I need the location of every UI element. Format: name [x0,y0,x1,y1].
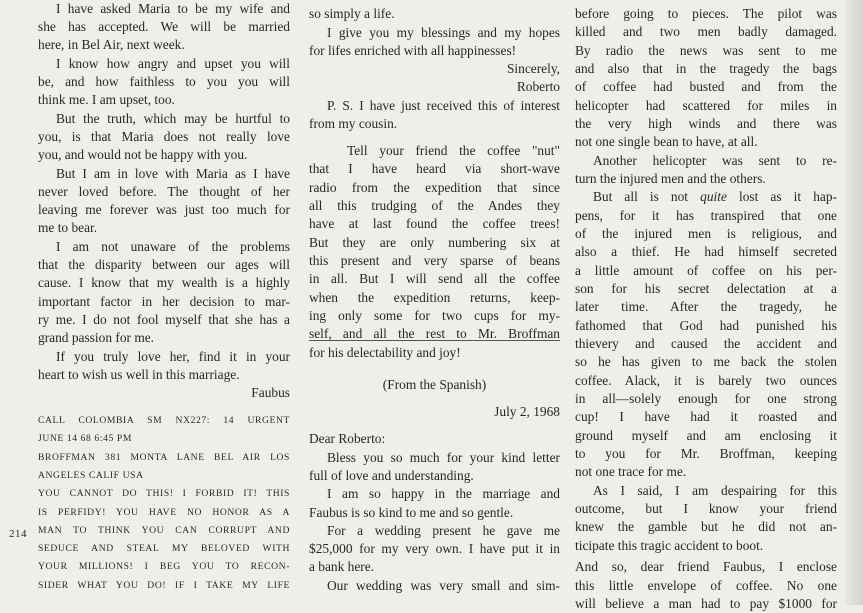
text-line: ticipate this tragic accident to boot. [575,538,764,553]
text-line: ANGELES CALIF USA [38,470,144,481]
text-line: self, and all the rest to Mr. Broffman [309,326,560,341]
text-line: for his delectability and joy! [309,345,461,360]
text-line: ry me. I do not fool myself that she has a [38,312,290,327]
text-line: that the disparity between our ages will [38,257,290,272]
text-line: a little amount of coffee on his per- [575,263,837,278]
text-line: I know how angry and upset you will [56,56,290,71]
text-line: helicopter had scattered for miles in [575,98,837,113]
text-line: thievery and caused the accident and [575,336,837,351]
text-line: have at last found the coffee trees! [309,216,560,231]
text-line: ground myself and am enclosing it [575,428,837,443]
text-line: (From the Spanish) [382,377,487,392]
text-line: If you truly love her, find it in your [56,349,290,364]
text-line: also a thief. He had himself secreted [575,244,837,259]
text-line: from my cousin. [309,116,398,131]
text-line: this little envelope of coffee. No one [575,578,837,593]
text-line: I have asked Maria to be my wife and [56,1,290,16]
text-line: to you for Mr. Broffman, keeping [575,446,837,461]
text-line: be, and how faithless to you you will [38,74,290,89]
text-line: ing only some for two cups for my- [309,308,560,323]
text-line: grand passion for me. [38,330,155,345]
text-line: Another helicopter was sent to re- [593,153,837,168]
text-line: important factor in her decision to mar- [38,294,290,309]
text-line: son for his secret delectation at a [575,281,837,296]
text-line: But all is not quite lost as it hap- [593,189,837,204]
page-edge-shadow [845,0,863,605]
text-line: the very high winds and there was [575,116,837,131]
text-line: before going to pieces. The pilot was [575,6,837,21]
text-line: coffee. Alack, it is barely two ounces [575,373,837,388]
text-line: But they are only numbering six at [309,235,560,250]
text-line: As I said, I am despairing for this [593,483,837,498]
text-line: I give you my blessings and my hopes [327,25,560,40]
text-line: this present and very sparse of beans [309,253,560,268]
text-line: that I have heard via short-wave [309,161,560,176]
text-line: $25,000 for my very own. I have put it in [309,541,560,556]
text-line: BROFFMAN 381 MONTA LANE BEL AIR LOS [38,452,290,463]
text-line: not one single bean to have, at all. [575,134,758,149]
section-divider [309,340,560,341]
text-line: not one trace for me. [575,464,687,479]
text-line: outcome, but I know your friend [575,501,837,516]
text-line: CALL COLOMBIA SM NX227: 14 URGENT [38,415,290,426]
text-line: fathomed that God had punished his [575,318,837,333]
text-line: a bank here. [309,559,375,574]
text-line: of the injured men is religious, and [575,226,837,241]
text-line: YOU CANNOT DO THIS! I FORBID IT! THIS [38,488,290,499]
text-line: think me. I am upset, too. [38,92,175,107]
text-line: But I am in love with Maria as I have [56,166,290,181]
text-line: radio from the expedition that since [309,180,560,195]
text-line: later time. After the tragedy, he [575,299,837,314]
text-line: killed and two men badly damaged. [575,24,837,39]
text-line: Bless you so much for your kind letter [327,450,560,465]
text-line: But the truth, which may be hurtful to [56,111,290,126]
text-line: knew the gamble but he did not an- [575,519,837,534]
text-line: Faubus [251,385,290,400]
text-line: YOUR MILLIONS! I BEG YOU TO RECON- [38,561,290,572]
text-line: By radio the news was sent to me [575,43,837,58]
text-line: of coffee had busted and from the [575,79,837,94]
text-line: in all. But I will send all the coffee [309,271,560,286]
text-line: so simply a life. [309,6,395,21]
text-line: JUNE 14 68 6:45 PM [38,433,132,444]
text-line: SEDUCE AND STEAL MY BELOVED WITH [38,543,290,554]
text-line: you, is that Maria does not really love [38,129,290,144]
text-line: I am so happy in the marriage and [327,486,560,501]
text-line: July 2, 1968 [494,404,560,419]
text-line: Roberto [516,79,560,94]
text-line: so he has given to me back the stolen [575,354,837,369]
text-line: she has accepted. We will be married [38,19,290,34]
text-line: For a wedding present he gave me [327,523,560,538]
text-line: turn the injured men and the others. [575,171,766,186]
text-line: you, and would not be happy with you. [38,147,248,162]
text-line: pens, for it has transpired that one [575,208,837,223]
text-line: for lifes enriched with all happinesses! [309,43,517,58]
text-line: And so, dear friend Faubus, I enclose [575,559,837,574]
text-line: full of love and understanding. [309,468,474,483]
text-line: Sincerely, [506,61,560,76]
text-line: never loved before. The thought of her [38,184,290,199]
page-number: 214 [9,528,27,540]
text-line: here, in Bel Air, next week. [38,37,185,52]
text-line: MAN TO THINK YOU CAN CORRUPT AND [38,525,290,536]
text-line: I am not unaware of the problems [56,239,290,254]
text-line: cup! I have had it roasted and [575,409,837,424]
text-line: will believe a man had to pay $1000 for [575,596,837,611]
text-line: Tell your friend the coffee "nut" [347,143,560,158]
text-line: SIDER WHAT YOU DO! IF I TAKE MY LIFE [38,580,290,591]
text-line: heart to wish us well in this marriage. [38,367,240,382]
text-line: Dear Roberto: [309,431,386,446]
text-line: all this trudging of the Andes they [309,198,560,213]
text-line: in all—solely enough for one strong [575,391,837,406]
text-line: when the expedition returns, keep- [309,290,560,305]
text-line: and also that in the tragedy the bags [575,61,837,76]
text-line: leaving me forever was just too much for [38,202,290,217]
text-line: cause. I know that my wealth is a highly [38,275,290,290]
text-line: P. S. I have just received this of interest [327,98,560,113]
text-line: Faubus is so kind to me and so gentle. [309,505,514,520]
text-line: IS PERFIDY! YOU HAVE NO HONOR AS A [38,507,290,518]
text-line: me to bear. [38,220,98,235]
text-line: Our wedding was very small and sim- [327,578,560,593]
